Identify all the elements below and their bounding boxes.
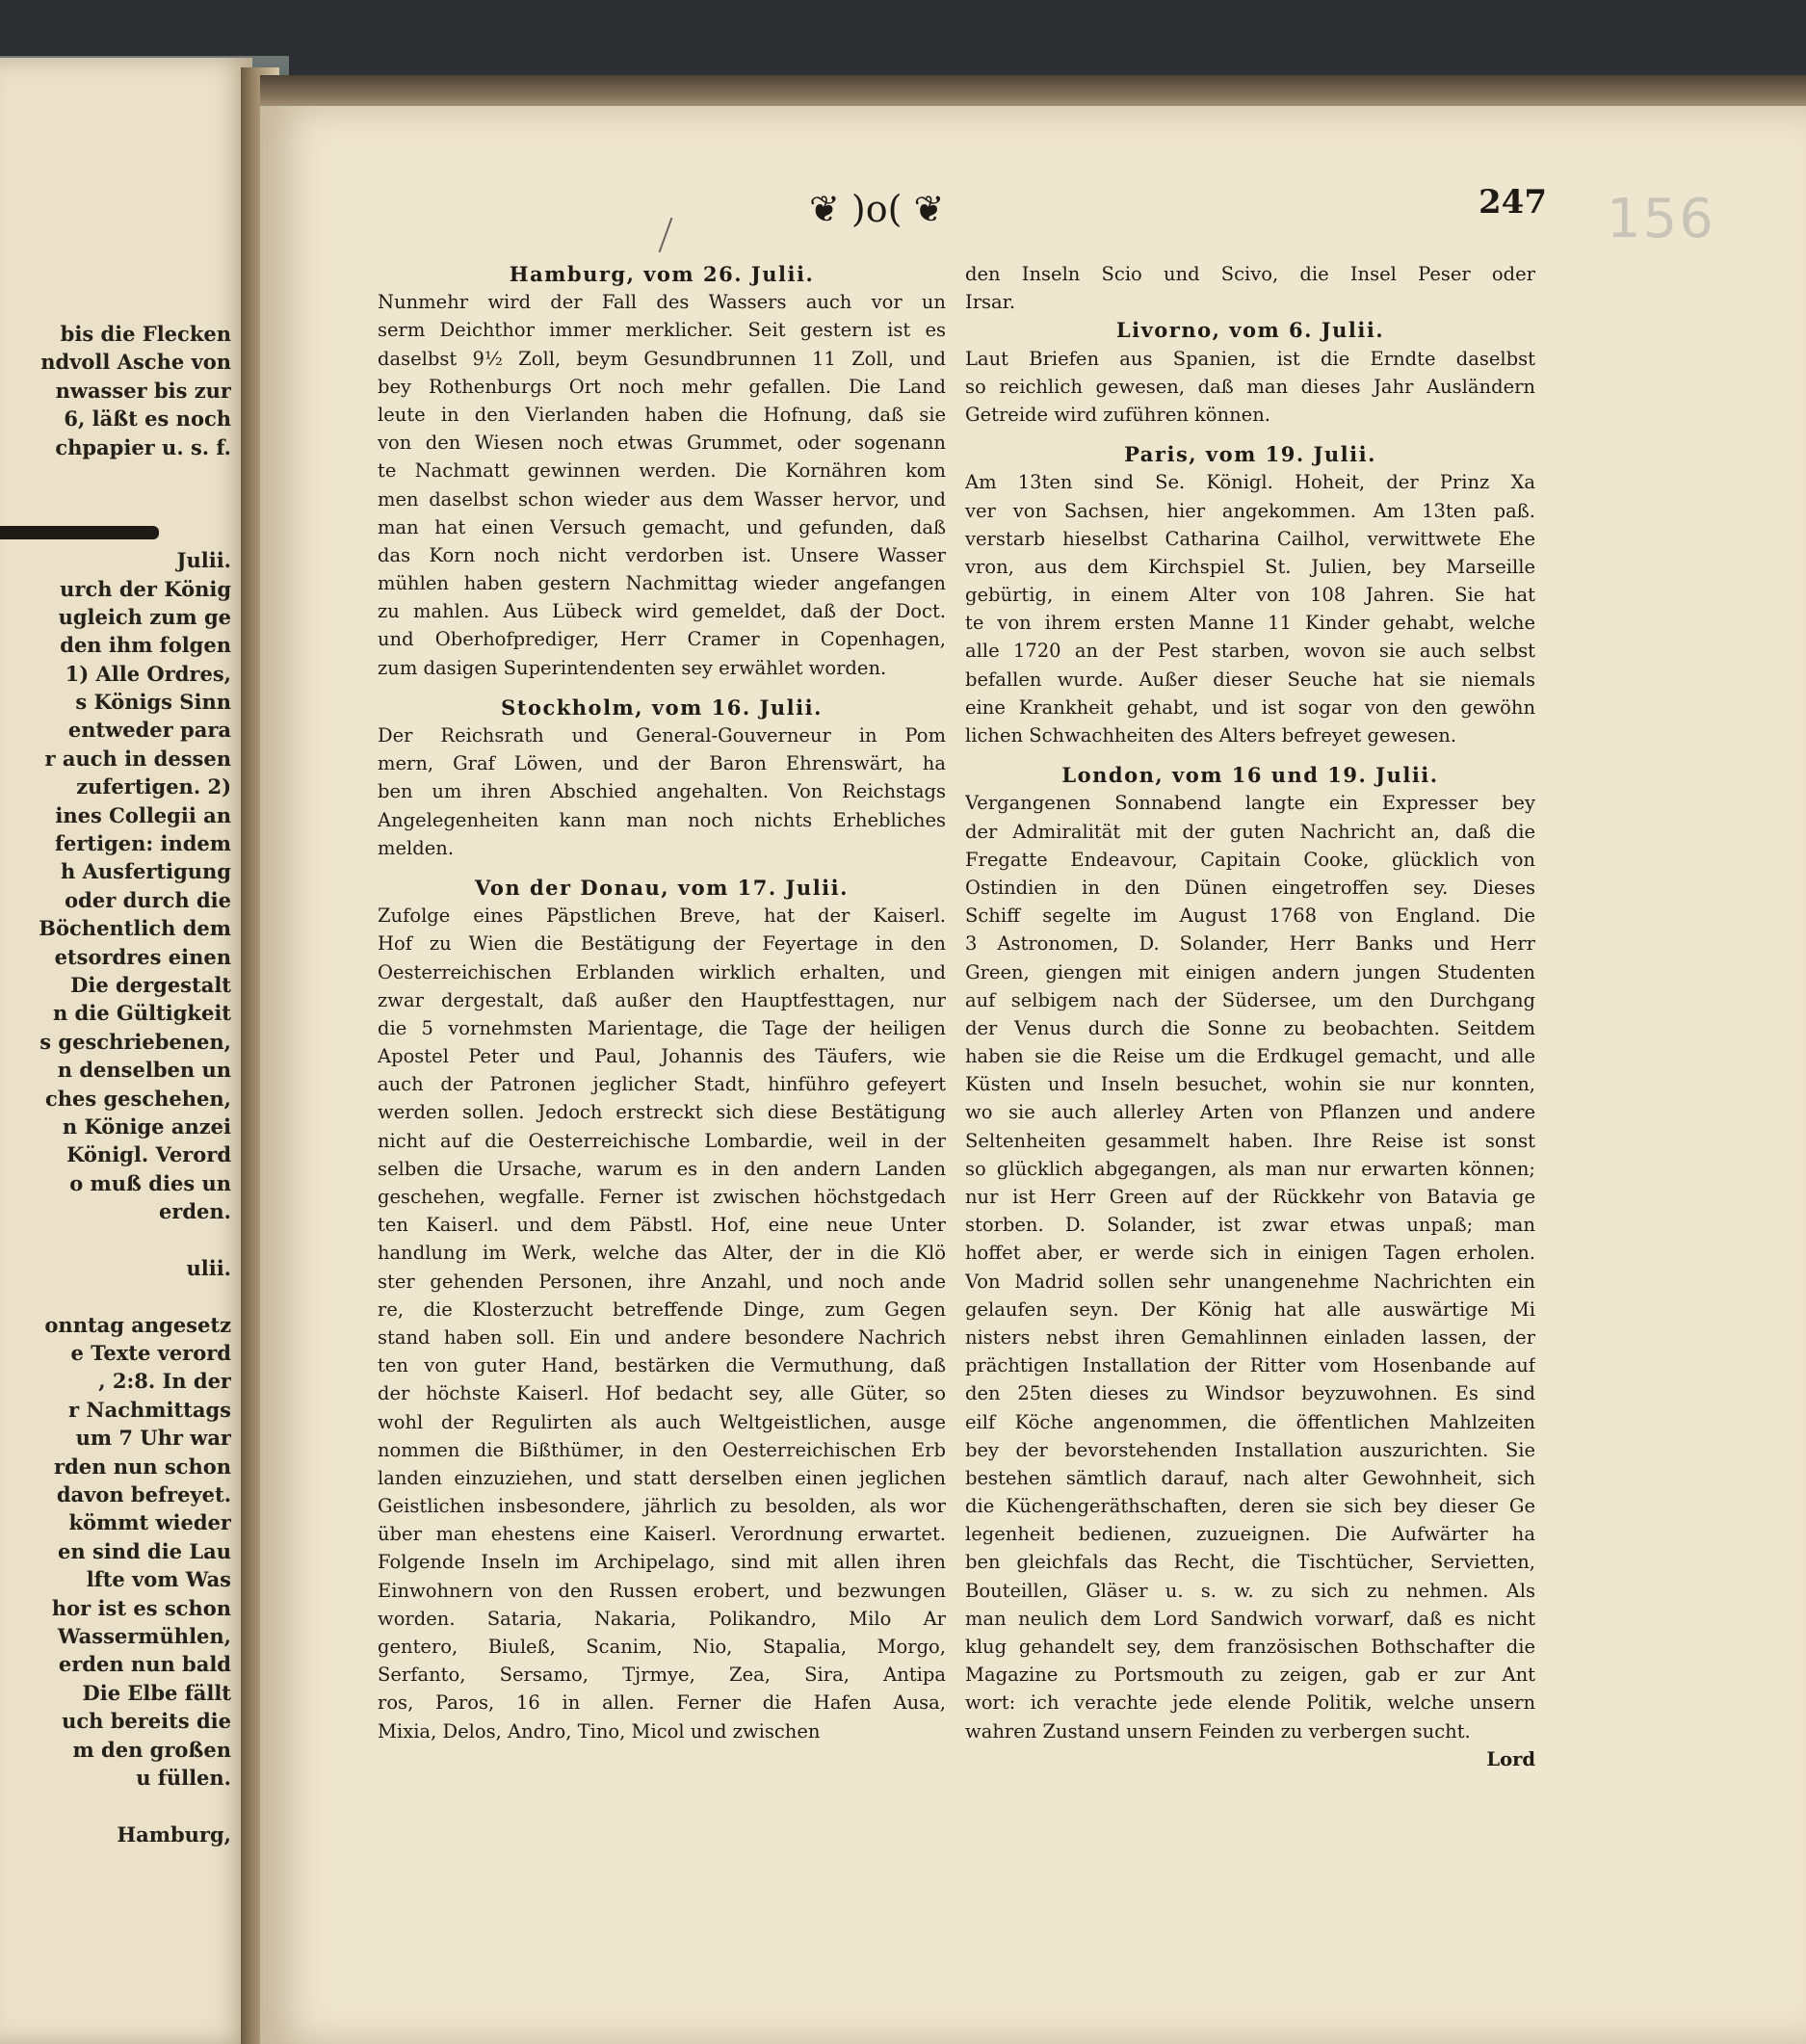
left-page-line: zufertigen. 2) bbox=[76, 774, 231, 799]
text-line: Seltenheiten gesammelt haben. Ihre Reise ist sonst bbox=[965, 1129, 1535, 1152]
text-line: nur ist Herr Green auf der Rückkehr von Batavia ge bbox=[965, 1186, 1535, 1208]
text-line: haben sie die Reise um die Erdkugel gemacht, und alle bbox=[965, 1045, 1535, 1068]
left-page-line: u füllen. bbox=[136, 1765, 231, 1790]
page-number: 247 bbox=[1479, 183, 1547, 222]
header-ornament: ❦ )o( ❦ bbox=[809, 188, 945, 230]
archipelago-continuation bbox=[965, 260, 1535, 316]
left-page-line: , 2:8. In der bbox=[98, 1369, 231, 1394]
text-line: serm Deichthor immer merklicher. Seit gestern ist es bbox=[378, 319, 946, 342]
text-line: landen einzuziehen, und statt derselben einen jeglichen bbox=[378, 1466, 946, 1489]
livorno-article bbox=[965, 345, 1535, 430]
text-line: man neulich dem Lord Sandwich vorwarf, daß es nicht bbox=[965, 1607, 1535, 1630]
text-line: re, die Klosterzucht betreffende Dinge, zum Gegen bbox=[378, 1297, 946, 1321]
text-line: ten von guter Hand, bestärken die Vermuthung, daß bbox=[378, 1354, 946, 1377]
left-page-line: hor ist es schon bbox=[51, 1595, 231, 1620]
text-line: Mixia, Delos, Andro, Tino, Micol und zwischen bbox=[378, 1719, 821, 1743]
left-page-line: kömmt wieder bbox=[68, 1510, 231, 1535]
text-line: verstarb hieselbst Catharina Cailhol, verwittwete Ehe bbox=[965, 527, 1535, 550]
left-page-line: chpapier u. s. f. bbox=[55, 434, 231, 459]
left-page-line: Wassermühlen, bbox=[57, 1623, 231, 1648]
text-line: Apostel Peter und Paul, Johannis des Täufers, wie bbox=[378, 1045, 946, 1068]
text-line: das Korn noch nicht verdorben ist. Unsere Wasser bbox=[378, 543, 946, 566]
text-line: Irsar. bbox=[965, 291, 1016, 314]
text-line: so reichlich gewesen, daß man dieses Jahr Ausländern bbox=[965, 375, 1535, 398]
left-page-line: m den großen bbox=[72, 1737, 231, 1762]
text-line: mühlen haben gestern Nachmittag wieder angefangen bbox=[378, 572, 946, 595]
text-line: hoffet aber, er werde sich in einigen Tagen erholen. bbox=[965, 1242, 1535, 1265]
text-line: wo sie auch allerley Arten von Pflanzen und andere bbox=[965, 1101, 1535, 1124]
text-line: Vergangenen Sonnabend langte ein Expresser bey bbox=[965, 792, 1535, 815]
text-line: von den Wiesen noch etwas Grummet, oder sogenann bbox=[378, 432, 946, 455]
text-line: gelaufen seyn. Der König hat alle auswärtige Mi bbox=[965, 1297, 1535, 1321]
left-page-line bbox=[0, 1226, 231, 1254]
column-2 bbox=[965, 260, 1535, 1773]
left-page-line: e Texte verord bbox=[70, 1341, 231, 1366]
left-page-line: n Könige anzei bbox=[62, 1114, 231, 1139]
paris-article bbox=[965, 468, 1535, 749]
text-line: den Inseln Scio und Scivo, die Insel Peser oder bbox=[965, 263, 1535, 285]
text-line: lichen Schwachheiten des Alters befreyet gewesen. bbox=[965, 724, 1457, 747]
text-line: wort: ich verachte jede elende Politik, welche unsern bbox=[965, 1691, 1535, 1715]
stockholm-article bbox=[378, 721, 946, 862]
left-page-line: ches geschehen, bbox=[44, 1086, 231, 1111]
text-line: legenheit bedienen, zuzueignen. Die Aufwärter ha bbox=[965, 1523, 1535, 1546]
text-line: ben gleichfals das Recht, die Tischtücher, Servietten, bbox=[965, 1551, 1535, 1574]
text-line: Hof zu Wien die Bestätigung der Feyertage in den bbox=[378, 932, 946, 956]
text-line: te von ihrem ersten Manne 11 Kinder gehabt, welche bbox=[965, 612, 1535, 635]
donau-article bbox=[378, 902, 946, 1745]
text-line: über man ehestens eine Kaiserl. Verordnung erwartet. bbox=[378, 1523, 946, 1546]
archive-number: 156 bbox=[1607, 188, 1715, 250]
text-line: auch der Patronen jeglicher Stadt, hinführo gefeyert bbox=[378, 1073, 946, 1096]
london-article bbox=[965, 789, 1535, 1744]
text-line: Bouteillen, Gläser u. s. w. zu sich zu nehmen. Als bbox=[965, 1579, 1535, 1602]
left-page-line: erden. bbox=[158, 1199, 231, 1224]
left-page-line bbox=[0, 1282, 231, 1310]
left-page-line: r auch in dessen bbox=[44, 746, 231, 771]
text-line: der höchste Kaiserl. Hof bedacht sey, alle Güter, so bbox=[378, 1382, 946, 1405]
left-page-line: ndvoll Asche von bbox=[40, 350, 231, 375]
text-line: bey Rothenburgs Ort noch mehr gefallen. Die Land bbox=[378, 375, 946, 398]
left-page-line: Die Elbe fällt bbox=[82, 1680, 231, 1705]
left-page-line: Julii. bbox=[176, 548, 231, 573]
left-page-line: den ihm folgen bbox=[60, 633, 231, 658]
catchword: Lord bbox=[1486, 1747, 1535, 1770]
text-line: die 5 vornehmsten Marientage, die Tage der heiligen bbox=[378, 1016, 946, 1039]
left-page-line: um 7 Uhr war bbox=[75, 1426, 231, 1451]
text-line: eine Krankheit gehabt, und ist sogar von den gewöhn bbox=[965, 695, 1535, 719]
text-line: daselbst 9½ Zoll, beym Gesundbrunnen 11 Zoll, und bbox=[378, 347, 946, 370]
text-line: so glücklich abgegangen, als man nur erwarten können; bbox=[965, 1157, 1535, 1180]
left-page-line: fertigen: indem bbox=[54, 831, 231, 856]
text-line: befallen wurde. Außer dieser Seuche hat sie niemals bbox=[965, 668, 1535, 691]
text-line: Oesterreichischen Erblanden wirklich erhalten, und bbox=[378, 960, 946, 983]
hamburg-heading: Hamburg, vom 26. Julii. bbox=[509, 262, 815, 286]
text-line: 3 Astronomen, D. Solander, Herr Banks und Herr bbox=[965, 932, 1535, 956]
text-line: ben um ihren Abschied angehalten. Von Reichstags bbox=[378, 780, 946, 803]
left-page-line: ulii. bbox=[186, 1255, 231, 1280]
text-line: klug gehandelt sey, dem französischen Bothschafter die bbox=[965, 1636, 1535, 1658]
left-page-line: n die Gültigkeit bbox=[52, 1001, 231, 1026]
text-line: Fregatte Endeavour, Capitain Cooke, glücklich von bbox=[965, 848, 1535, 871]
paris-heading: Paris, vom 19. Julii. bbox=[1124, 442, 1376, 467]
text-line: prächtigen Installation der Ritter vom Hosenbande auf bbox=[965, 1354, 1535, 1377]
left-page-line bbox=[0, 1792, 231, 1820]
text-line: die Küchengeräthschaften, deren sie sich bey dieser Ge bbox=[965, 1495, 1535, 1518]
text-line: Einwohnern von den Russen erobert, und bezwungen bbox=[378, 1579, 946, 1602]
text-line: wahren Zustand unsern Feinden zu verbergen sucht. bbox=[965, 1719, 1471, 1743]
left-page bbox=[0, 58, 252, 2044]
text-line: geschehen, wegfalle. Ferner ist zwischen höchstgedach bbox=[378, 1186, 946, 1208]
text-line: Zufolge eines Päpstlichen Breve, hat der Kaiserl. bbox=[378, 904, 946, 928]
left-page-line: h Ausfertigung bbox=[60, 859, 231, 884]
text-line: werden sollen. Jedoch erstreckt sich diese Bestätigung bbox=[378, 1101, 946, 1124]
left-page-line: 6, läßt es noch bbox=[64, 406, 231, 432]
text-line: mern, Graf Löwen, und der Baron Ehrenswärt, ha bbox=[378, 752, 946, 775]
left-page-text bbox=[0, 320, 231, 1848]
text-line: stand haben soll. Ein und andere besondere Nachrich bbox=[378, 1325, 946, 1349]
hamburg-article bbox=[378, 288, 946, 682]
left-page-line: etsordres einen bbox=[54, 944, 231, 969]
text-line: Green, giengen mit einigen andern jungen Studenten bbox=[965, 960, 1535, 983]
text-line: nommen die Bißthümer, in den Oesterreichischen Erb bbox=[378, 1438, 946, 1461]
left-page-line: Die dergestalt bbox=[70, 972, 231, 997]
left-page-line: bis die Flecken bbox=[60, 322, 231, 346]
left-page-line: 1) Alle Ordres, bbox=[65, 661, 231, 686]
text-line: ster gehenden Personen, ihre Anzahl, und noch ande bbox=[378, 1270, 946, 1293]
text-line: gebürtig, in einem Alter von 108 Jahren. Sie hat bbox=[965, 584, 1535, 607]
left-page-line: en sind die Lau bbox=[58, 1538, 231, 1563]
text-line: bey der bevorstehenden Installation auszurichten. Sie bbox=[965, 1438, 1535, 1461]
text-line: wohl der Regulirten als auch Weltgeistlichen, ausge bbox=[378, 1410, 946, 1433]
left-page-line: oder durch die bbox=[65, 887, 231, 912]
left-page-line: Königl. Verord bbox=[66, 1142, 231, 1167]
text-line: alle 1720 an der Pest starben, wovon sie auch selbst bbox=[965, 640, 1535, 663]
text-line: te Nachmatt gewinnen werden. Die Kornähren kom bbox=[378, 459, 946, 483]
text-line: worden. Sataria, Nakaria, Polikandro, Milo Ar bbox=[378, 1607, 946, 1630]
text-line: zu mahlen. Aus Lübeck wird gemeldet, daß der Doct. bbox=[378, 600, 946, 623]
text-line: Geistlichen insbesondere, jährlich zu besolden, als wor bbox=[378, 1495, 946, 1518]
text-line: Ostindien in den Dünen eingetroffen sey. Dieses bbox=[965, 876, 1535, 899]
left-page-line: n denselben un bbox=[57, 1058, 231, 1083]
text-line: Schiff segelte im August 1768 von England. Die bbox=[965, 904, 1535, 928]
text-line: Getreide wird zuführen können. bbox=[965, 403, 1270, 426]
text-line: nicht auf die Oesterreichische Lombardie, weil in der bbox=[378, 1129, 946, 1152]
left-page-line: erden nun bald bbox=[58, 1652, 231, 1677]
text-line: auf selbigem nach der Südersee, um den Durchgang bbox=[965, 988, 1535, 1011]
left-section-rule bbox=[0, 526, 159, 539]
left-page-line: davon befreyet. bbox=[56, 1482, 231, 1507]
text-line: handlung im Werk, welche das Alter, der in die Klö bbox=[378, 1242, 946, 1265]
text-line: der Admiralität mit der guten Nachricht an, daß die bbox=[965, 820, 1535, 843]
left-page-line: Böchentlich dem bbox=[39, 916, 231, 941]
left-page-line: s geschriebenen, bbox=[39, 1029, 231, 1054]
donau-heading: Von der Donau, vom 17. Julii. bbox=[475, 875, 849, 900]
text-line: selben die Ursache, warum es in den andern Landen bbox=[378, 1157, 946, 1180]
left-page-line: ugleich zum ge bbox=[58, 604, 231, 629]
left-page-line: entweder para bbox=[67, 718, 231, 743]
text-line: der Venus durch die Sonne zu beobachten. Seitdem bbox=[965, 1016, 1535, 1039]
text-line: ver von Sachsen, hier angekommen. Am 13ten paß. bbox=[965, 499, 1535, 522]
column-1 bbox=[378, 260, 946, 1745]
text-line: nisters nebst ihren Gemahlinnen einladen lassen, der bbox=[965, 1325, 1535, 1349]
text-line: man hat einen Versuch gemacht, und gefunden, daß bbox=[378, 515, 946, 538]
left-page-line: rden nun schon bbox=[54, 1454, 231, 1479]
text-line: zum dasigen Superintendenten sey erwählet worden. bbox=[378, 656, 887, 679]
left-page-line: uch bereits die bbox=[62, 1709, 231, 1734]
left-page-line: Hamburg, bbox=[117, 1821, 231, 1847]
text-line: bestehen sämtlich darauf, nach alter Gewohnheit, sich bbox=[965, 1466, 1535, 1489]
text-line: ten Kaiserl. und dem Päbstl. Hof, eine neue Unter bbox=[378, 1214, 946, 1237]
text-line: Von Madrid sollen sehr unangenehme Nachrichten ein bbox=[965, 1270, 1535, 1293]
left-page-line: o muß dies un bbox=[69, 1170, 231, 1195]
text-line: ros, Paros, 16 in allen. Ferner die Hafen Ausa, bbox=[378, 1691, 946, 1715]
left-page-line: lfte vom Was bbox=[86, 1567, 231, 1592]
text-line: melden. bbox=[378, 836, 455, 859]
text-line: Angelegenheiten kann man noch nichts Erhebliches bbox=[378, 808, 946, 831]
text-line: leute in den Vierlanden haben die Hofnung, daß sie bbox=[378, 403, 946, 426]
text-line: Nunmehr wird der Fall des Wassers auch vor un bbox=[378, 291, 946, 314]
text-line: den 25ten dieses zu Windsor beyzuwohnen. Es sind bbox=[965, 1382, 1535, 1405]
text-line: storben. D. Solander, ist zwar etwas unpaß; man bbox=[965, 1214, 1535, 1237]
text-line: Küsten und Inseln besuchet, wohin sie nur konnten, bbox=[965, 1073, 1535, 1096]
left-page-line: s Königs Sinn bbox=[75, 690, 231, 715]
text-line: Serfanto, Sersamo, Tjrmye, Zea, Sira, Antipa bbox=[378, 1664, 946, 1687]
text-line: Der Reichsrath und General-Gouverneur in Pom bbox=[378, 724, 946, 747]
text-line: eilf Köche angenommen, die öffentlichen Mahlzeiten bbox=[965, 1410, 1535, 1433]
text-line: Laut Briefen aus Spanien, ist die Erndte daselbst bbox=[965, 347, 1535, 370]
stockholm-heading: Stockholm, vom 16. Julii. bbox=[501, 694, 823, 720]
text-line: Folgende Inseln im Archipelago, sind mit allen ihren bbox=[378, 1551, 946, 1574]
left-page-line: onntag angesetz bbox=[44, 1312, 231, 1337]
text-line: Magazine zu Portsmouth zu zeigen, gab er zur Ant bbox=[965, 1664, 1535, 1687]
left-page-line: nwasser bis zur bbox=[55, 378, 231, 403]
left-page-line bbox=[0, 489, 231, 517]
text-line: gentero, Biuleß, Scanim, Nio, Stapalia, Morgo, bbox=[378, 1636, 946, 1658]
left-page-line: urch der König bbox=[60, 576, 231, 601]
text-line: vron, aus dem Kirchspiel St. Julien, bey Marseille bbox=[965, 555, 1535, 578]
text-line: zwar dergestalt, daß außer den Hauptfesttagen, nur bbox=[378, 988, 946, 1011]
left-page-line bbox=[0, 461, 231, 489]
london-heading: London, vom 16 und 19. Julii. bbox=[1061, 763, 1439, 788]
left-page-line: ines Collegii an bbox=[55, 802, 231, 827]
left-page-line: r Nachmittags bbox=[68, 1397, 231, 1422]
text-line: und Oberhofprediger, Herr Cramer in Copenhagen, bbox=[378, 628, 946, 651]
text-line: Am 13ten sind Se. Königl. Hoheit, der Prinz Xa bbox=[965, 471, 1535, 494]
text-line: men daselbst schon wieder aus dem Wasser hervor, und bbox=[378, 487, 946, 511]
livorno-heading: Livorno, vom 6. Julii. bbox=[1115, 318, 1385, 343]
